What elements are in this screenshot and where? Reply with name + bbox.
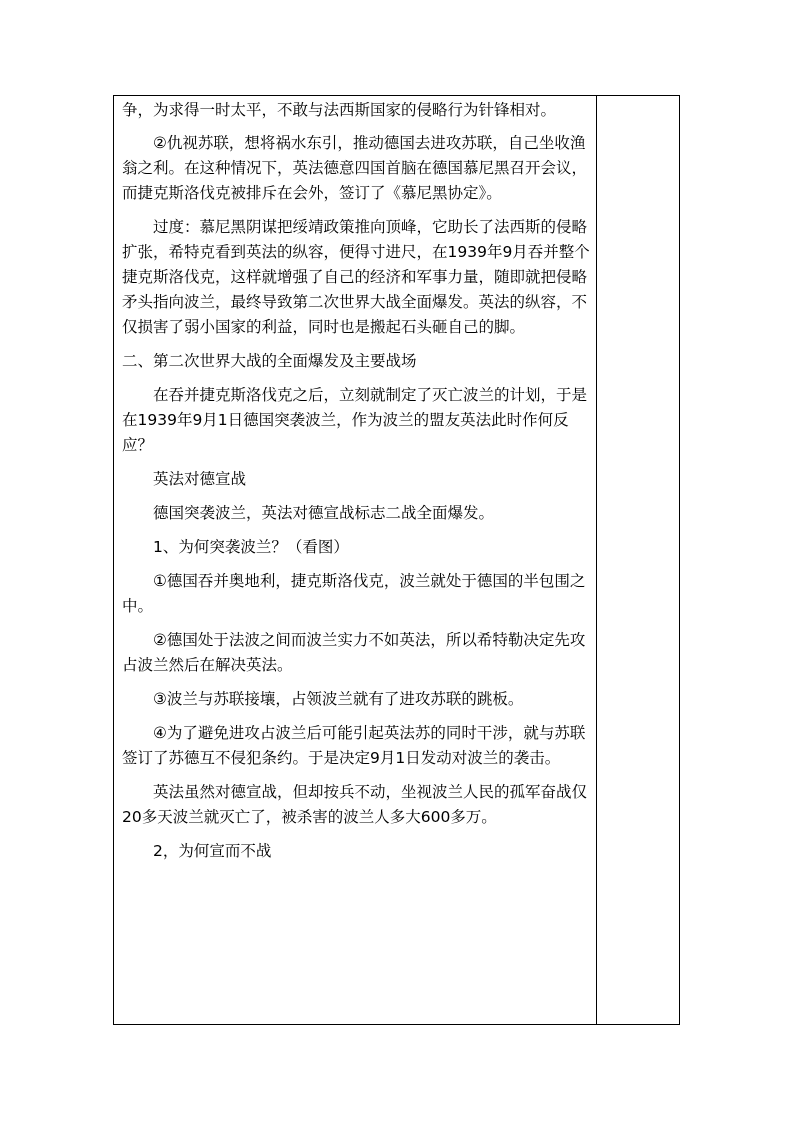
paragraph: ②仇视苏联，想将祸水东引，推动德国去进攻苏联，自己坐收渔翁之利。在这种情况下，英法德意四国首脑在德国慕尼黑召开会议，而捷克斯洛伐克被排斥在会外，签订了《慕尼黑协定》。 [122, 134, 588, 202]
subheading: 1、为何突袭波兰？（看图） [153, 538, 349, 556]
paragraph: ②德国处于法波之间而波兰实力不如英法，所以希特勒决定先攻占波兰然后在解决英法。 [122, 631, 586, 674]
paragraph: 在吞并捷克斯洛伐克之后，立刻就制定了灭亡波兰的计划，于是在1939年9月1日德国突袭波兰，作为波兰的盟友英法此时作何反应？ [122, 386, 588, 454]
paragraph: 德国突袭波兰，英法对德宣战标志二战全面爆发。 [153, 504, 495, 522]
paragraph: 英法对德宣战 [153, 470, 247, 488]
paragraph: 争，为求得一时太平，不敢与法西斯国家的侵略行为针锋相对。 [122, 101, 557, 119]
paragraph: ①德国吞并奥地利，捷克斯洛伐克，波兰就处于德国的半包围之中。 [122, 572, 586, 615]
lesson-table [113, 95, 680, 1025]
column-divider [596, 96, 597, 1024]
paragraph: ④为了避免进攻占波兰后可能引起英法苏的同时干涉，就与苏联签订了苏德互不侵犯条约。于是决定9月1日发动对波兰的袭击。 [122, 724, 586, 767]
paragraph: 过度：慕尼黑阴谋把绥靖政策推向顶峰，它助长了法西斯的侵略扩张，希特克看到英法的纵容，便得寸进尺，在1939年9月吞并整个捷克斯洛伐克，这样就增强了自己的经济和军事力量，随即就把侵略矛头指向波兰，最终导致第二次世界大战全面爆发。英法的纵容，不仅损害了弱小国家的利益，同时也是搬起石头砸自己的脚。 [122, 218, 590, 336]
content-column [122, 96, 592, 864]
paragraph: 英法虽然对德宣战，但却按兵不动，坐视波兰人民的孤军奋战仅20多天波兰就灭亡了，被杀害的波兰人多大600多万。 [122, 783, 588, 826]
section-heading: 二、第二次世界大战的全面爆发及主要战场 [122, 352, 417, 370]
subheading: 2，为何宣而不战 [153, 842, 272, 860]
paragraph: ③波兰与苏联接壤，占领波兰就有了进攻苏联的跳板。 [153, 690, 524, 708]
